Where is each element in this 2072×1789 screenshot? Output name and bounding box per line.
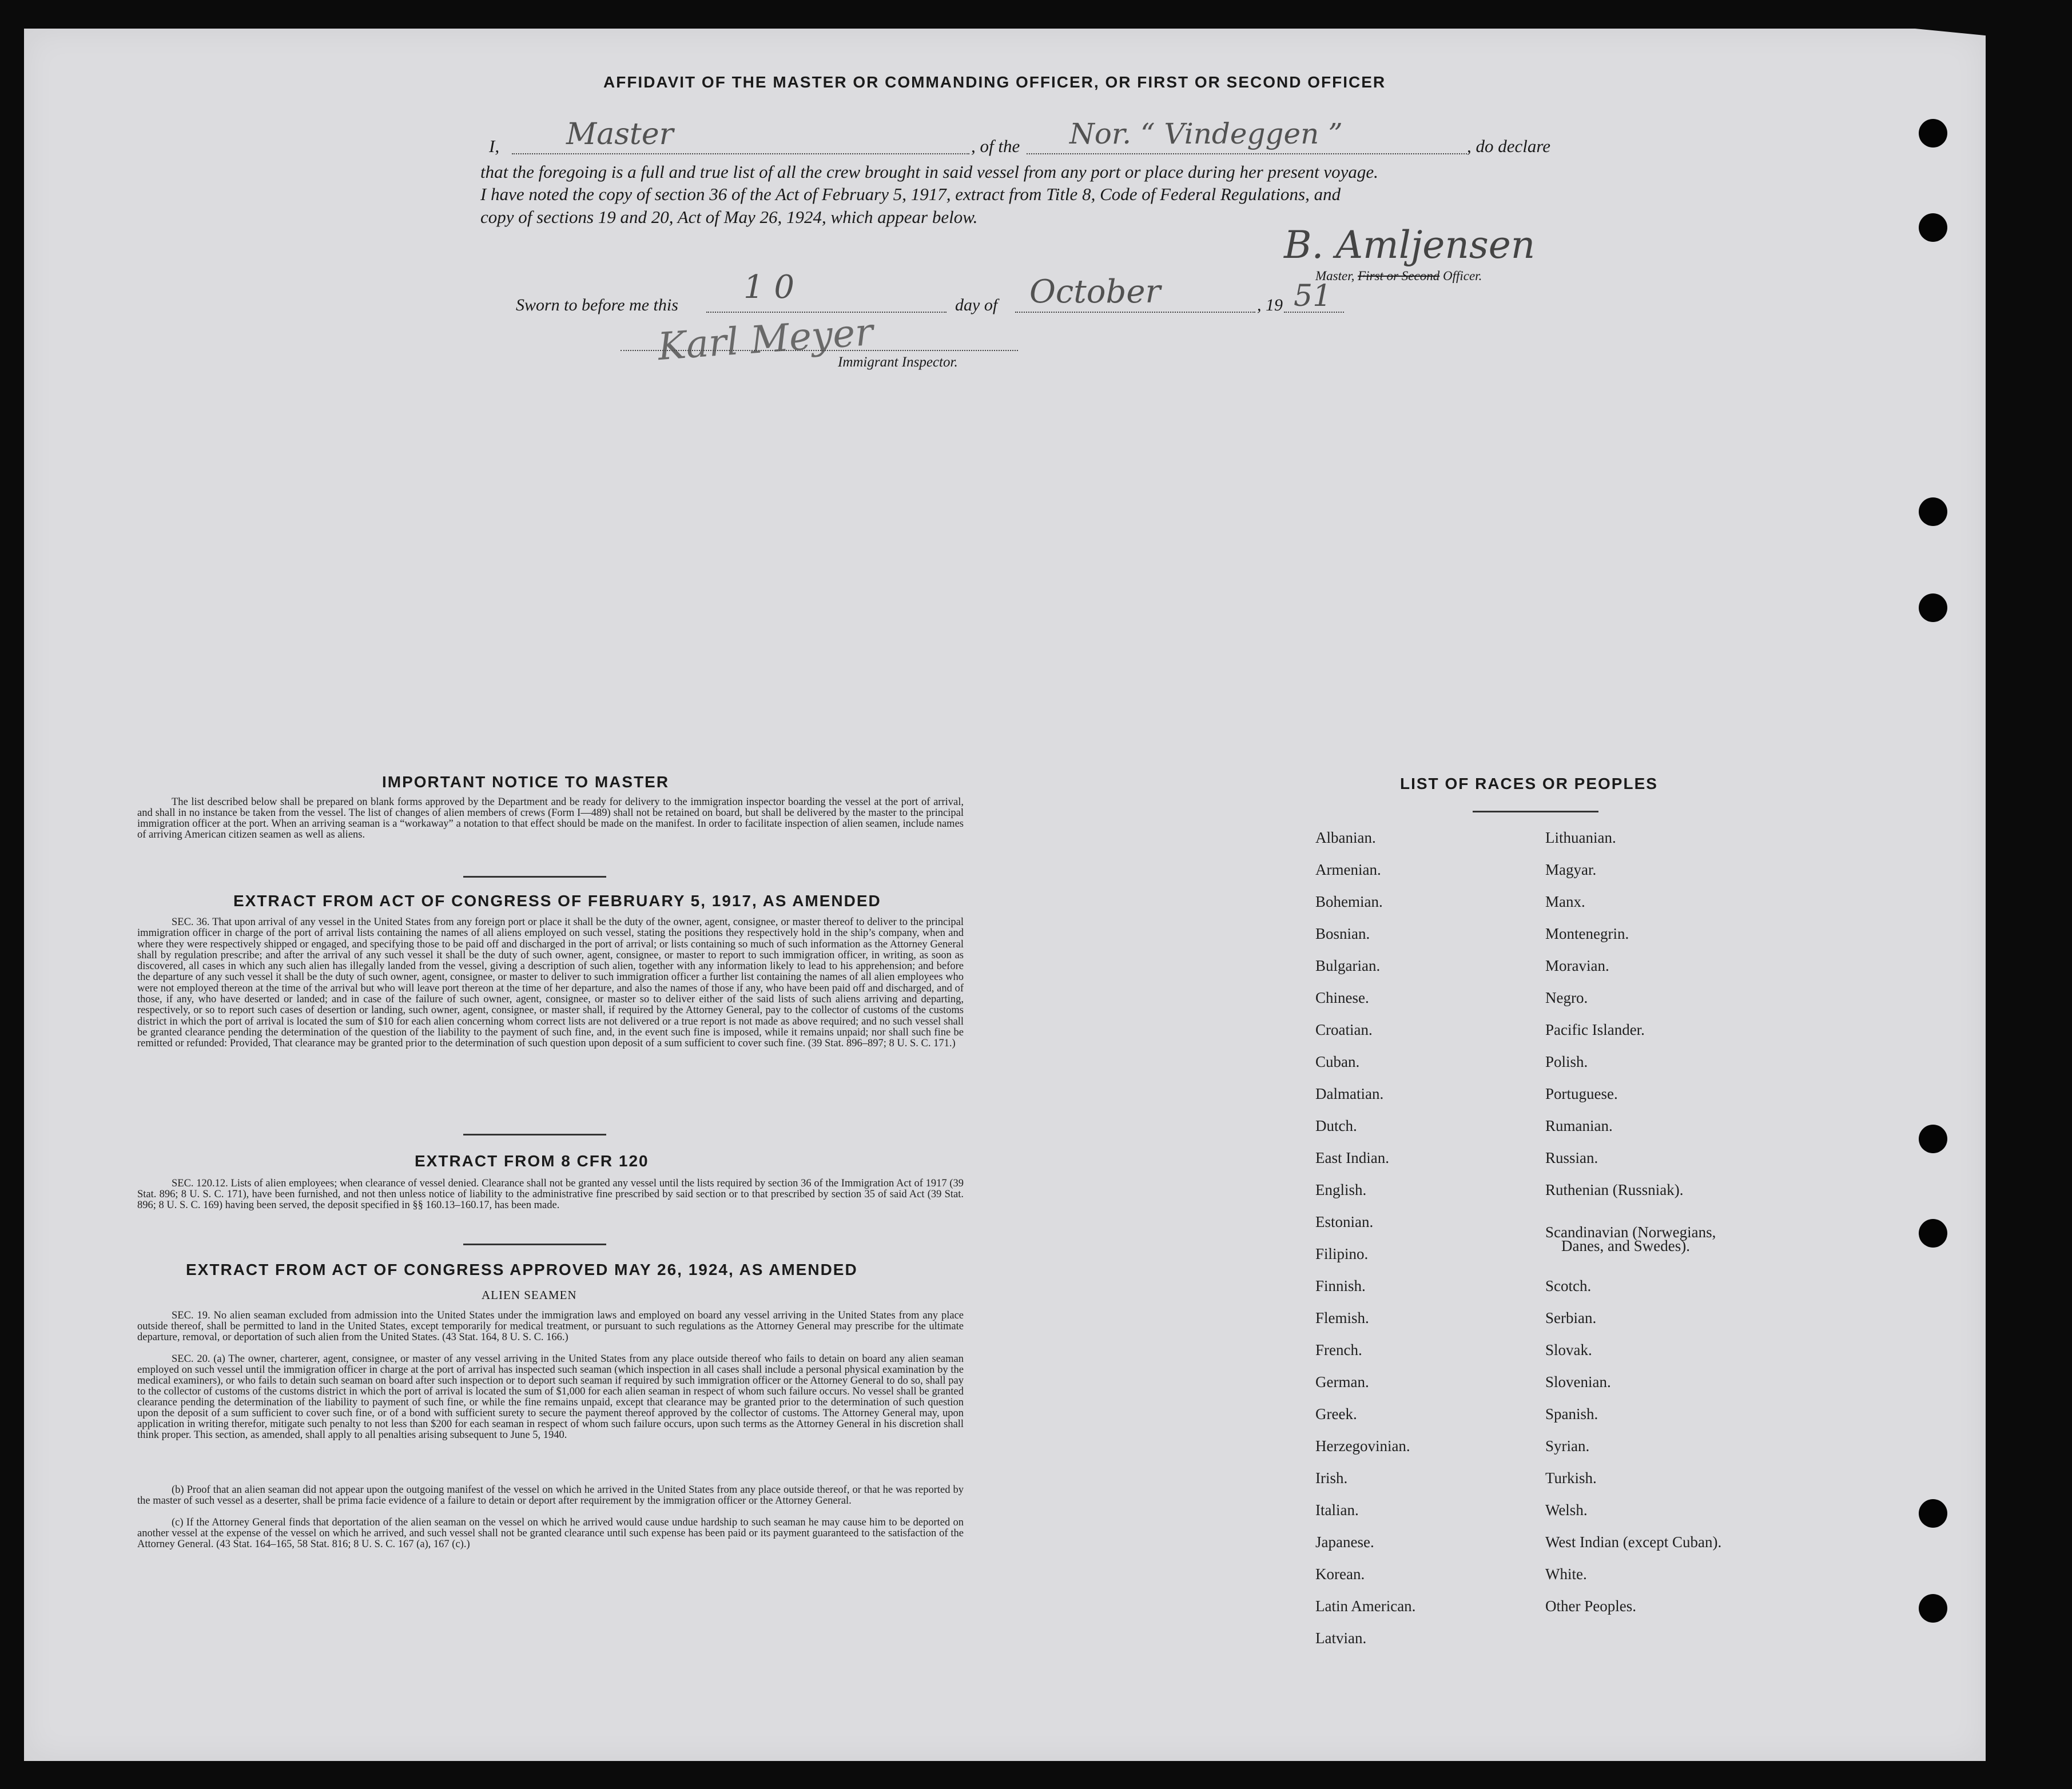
race-item: Dalmatian. [1315,1085,1384,1102]
officer-caption-text: Officer. [1439,269,1482,283]
punch-hole [1919,1594,1947,1623]
race-item: Scotch. [1545,1277,1592,1294]
race-item: Ruthenian (Russniak). [1545,1181,1684,1198]
race-item: Turkish. [1545,1469,1597,1487]
race-item: Dutch. [1315,1117,1357,1134]
race-item: Manx. [1545,893,1585,910]
race-item: Irish. [1315,1469,1348,1487]
do-declare-label: , do declare [1467,136,1551,156]
divider [1473,811,1598,812]
race-item: Other Peoples. [1545,1597,1636,1615]
race-item: Finnish. [1315,1277,1366,1294]
race-item: White. [1545,1565,1587,1583]
race-item: West Indian (except Cuban). [1545,1533,1722,1551]
cfr-title: EXTRACT FROM 8 CFR 120 [415,1152,649,1170]
master-caption-text: Master, [1315,269,1358,283]
race-item: Pacific Islander. [1545,1021,1645,1038]
race-item: Danes, and Swedes). [1561,1237,1690,1254]
race-item: Rumanian. [1545,1117,1613,1134]
punch-hole [1919,1499,1947,1528]
handwritten-month: October [1029,273,1161,310]
race-item: Portuguese. [1545,1085,1618,1102]
year-prefix: , 19 [1257,296,1283,314]
of-the-label: , of the [971,136,1020,156]
extract-1917-body: SEC. 36. That upon arrival of any vessel in the United States from any foreign port or place it shall be the duty of the owner, agent, consignee, or master thereof to deliver to the principal immigration officer in charge of the port of arrival lists containing the names of all aliens employed on such vessel, stating the positions they respectively hold in the ship’s company, when and where they were respectively shipped or engaged, and specifying those to be paid off and discharged in the port of arrival; or lists containing so much of such information as the Attorney General shall by regulation prescribe; and after the arrival of any such vessel it shall be the duty of such owner, agent, consignee, or master to report to such immigration officer, in writing, as soon as discovered, all cases in which any such alien has illegally landed from the vessel, giving a description of such alien, together with any information likely to lead to his apprehension; and before the departure of any such vessel it shall be the duty of such owner, agent, consignee, or master to deliver to such immigration officer a further list containing the names of all alien employees who were not employed thereon at the time of the arrival but who will leave port thereon at the time of her departure, and also the names of those if any, who have been paid off and discharged, and of those, if any, who have deserted or landed; and in case of the failure of such owner, agent, consignee, or master so to deliver either of the said lists of such aliens arriving and departing, respectively, or so to report such cases of desertion or landing, such owner, agent, consignee, or master shall, if required by the Attorney General, pay to the collector of customs of the customs district in which the port of arrival is located the sum of $10 for each alien concerning whom correct lists are not delivered or a true report is not made as above required; and no such vessel shall be granted clearance pending the determination of the question of the liability to the payment of such fine, and, in the event such fine is imposed, while it remains unpaid; nor shall such fine be remitted or refunded: Provided, That clearance may be granted prior to the determination of such question upon deposit of a sum sufficient to cover such fine. (39 Stat. 896–897; 8 U. S. C. 171.) [137,917,964,1050]
inspector-caption: Immigrant Inspector. [838,354,958,370]
divider [463,1244,606,1245]
race-item: Chinese. [1315,989,1369,1006]
month-line [1015,312,1255,313]
sworn-label: Sworn to before me this [516,296,678,314]
notice-title: IMPORTANT NOTICE TO MASTER [382,773,670,791]
alien-seamen-subtitle: ALIEN SEAMEN [482,1288,577,1302]
notice-body: The list described below shall be prepared on blank forms approved by the Department and be ready for delivery to the immigration inspector boarding the vessel at the port of arrival, and shall in no instance be taken from the vessel. The list of changes of alien members of crews (Form I—489) shall not be retained on board, but shall be delivered by the master to the principal immigration officer at the port. When an arriving seaman is a “workaway” a notation to that effect should be made on the manifest. In order to facilitate inspection of alien seamen, include names of arriving American citizen seamen as well as aliens. [137,796,964,840]
race-item: Armenian. [1315,861,1381,878]
sec-19-body: SEC. 19. No alien seaman excluded from admission into the United States under the immigration laws and employed on board any vessel arriving in the United States from any place outside thereof, shall be permitted to land in the United States, except temporarily for medical treatment, or pursuant to such regulations as the Attorney General may prescribe for the ultimate departure, removal, or deportation of such alien from the United States. (43 Stat. 164, 8 U. S. C. 166.) [137,1310,964,1343]
handwritten-year: 51 [1294,279,1332,313]
master-signature-caption [1315,269,1482,284]
race-item: Lithuanian. [1545,829,1616,846]
race-item: Albanian. [1315,829,1376,846]
race-item: Korean. [1315,1565,1365,1583]
race-item: Welsh. [1545,1501,1588,1519]
affidavit-body-line-1: that the foregoing is a full and true list of all the crew brought in said vessel from any port or place during her present voyage. [480,162,1378,182]
race-item: German. [1315,1373,1369,1390]
race-item: Scandinavian (Norwegians, [1545,1224,1716,1241]
sec-20c-body: (c) If the Attorney General finds that deportation of the alien seaman on the vessel on which he arrived would cause undue hardship to such seaman he may cause him to be deported on another vessel at the expense of the vessel on which he arrived, and such vessel shall not be granted clearance until such expense has been paid or its payment guaranteed to the satisfaction of the Attorney General. (43 Stat. 164–165, 58 Stat. 816; 8 U. S. C. 167 (a), 167 (c).) [137,1517,964,1550]
race-item: Slovak. [1545,1341,1592,1358]
affidavit-body-line-3: copy of sections 19 and 20, Act of May 26, 1924, which appear below. [480,207,978,227]
master-signature: B. Amljensen [1284,223,1536,267]
race-item: Bulgarian. [1315,957,1381,974]
day-of-label: day of [955,296,998,314]
race-item: Italian. [1315,1501,1359,1519]
master-line [512,153,969,154]
punch-hole [1919,1219,1947,1248]
race-item: English. [1315,1181,1367,1198]
race-item: Herzegovinian. [1315,1437,1410,1455]
affidavit-title: AFFIDAVIT OF THE MASTER OR COMMANDING OFFICER, OR FIRST OR SECOND OFFICER [603,73,1386,91]
race-item: Bosnian. [1315,925,1370,942]
race-item: French. [1315,1341,1362,1358]
affidavit-i-label: I, [489,136,500,156]
handwritten-master: Master [566,117,674,152]
extract-1924-title: EXTRACT FROM ACT OF CONGRESS APPROVED MAY 26, 1924, AS AMENDED [186,1261,858,1278]
punch-hole [1919,497,1947,526]
race-item: Negro. [1545,989,1588,1006]
divider [463,1134,606,1135]
races-title: LIST OF RACES OR PEOPLES [1400,775,1658,792]
race-item: Bohemian. [1315,893,1383,910]
race-item: Latin American. [1315,1597,1416,1615]
race-item: Croatian. [1315,1021,1373,1038]
affidavit-body-line-2: I have noted the copy of section 36 of the Act of February 5, 1917, extract from Title 8, Code of Federal Regulations, and [480,184,1341,204]
vessel-line [1027,153,1467,154]
race-item: Flemish. [1315,1309,1369,1326]
race-item: Slovenian. [1545,1373,1611,1390]
race-item: Greek. [1315,1405,1357,1423]
race-item: Syrian. [1545,1437,1590,1455]
race-item: Filipino. [1315,1245,1369,1262]
cfr-body: SEC. 120.12. Lists of alien employees; when clearance of vessel denied. Clearance shall not be granted any vessel until the lists required by section 36 of the Immigration Act of 1917 (39 Stat. 896; 8 U. S. C. 171), have been furnished, and not then unless notice of liability to the administrative fine prescribed by said section or to that prescribed by section 35 of said Act (39 Stat. 896; 8 U. S. C. 169) having been served, the deposit specified in §§ 160.13–160.17, has been made. [137,1178,964,1211]
race-item: Estonian. [1315,1213,1374,1230]
inspector-signature: Karl Meyer [656,309,875,369]
extract-1917-title: EXTRACT FROM ACT OF CONGRESS OF FEBRUARY 5, 1917, AS AMENDED [233,892,881,910]
punch-hole [1919,119,1947,148]
race-item: Russian. [1545,1149,1598,1166]
handwritten-day: 1 0 [743,269,795,306]
race-item: Polish. [1545,1053,1588,1070]
sec-20a-body: SEC. 20. (a) The owner, charterer, agent, consignee, or master of any vessel arriving in the United States from any place outside thereof who fails to detain on board any alien seaman employed on such vessel until the immigration officer in charge at the port of arrival has inspected such seaman (which inspection in all cases shall include a personal physical examination by the medical examiners), or who fails to detain such seaman on board after such inspection or to deport such seaman if required by such immigration officer or the Attorney General to do so, shall pay to the collector of customs of the customs district in which the port of arrival is located the sum of $1,000 for each alien seaman in respect of whom such failure occurs. No vessel shall be granted clearance pending the determination of the liability to payment of such fine, or while the fine remains unpaid, except that clearance may be granted prior to the determination of such question upon the deposit of a sum sufficient to cover such fine, or of a bond with sufficient surety to secure the payment thereof approved by the collector of customs. The Attorney General may, upon application in writing therefor, mitigate such penalty to not less than $200 for each seaman in respect of whom such failure occurs, upon such terms as the Attorney General in his discretion shall think proper. This section, as amended, shall apply to all penalties arising subsequent to June 5, 1940. [137,1353,964,1441]
race-item: Magyar. [1545,861,1597,878]
race-item: Montenegrin. [1545,925,1629,942]
race-item: Cuban. [1315,1053,1360,1070]
struck-officer-text: First or Second [1358,269,1440,283]
handwritten-vessel-name: Nor. “ Vindeggen ” [1069,117,1343,150]
divider [463,876,606,878]
sec-20b-body: (b) Proof that an alien seaman did not appear upon the outgoing manifest of the vessel on which he arrived in the United States from any place outside thereof, or that he was reported by the master of such vessel as a deserter, shall be prima facie evidence of a failure to detain or deport after requirement by the immigration officer or the Attorney General. [137,1484,964,1507]
punch-hole [1919,1125,1947,1153]
punch-hole [1919,593,1947,622]
race-item: Spanish. [1545,1405,1598,1423]
punch-hole [1919,213,1947,242]
race-item: East Indian. [1315,1149,1389,1166]
race-item: Japanese. [1315,1533,1374,1551]
race-item: Latvian. [1315,1629,1367,1647]
race-item: Moravian. [1545,957,1609,974]
race-item: Serbian. [1545,1309,1597,1326]
